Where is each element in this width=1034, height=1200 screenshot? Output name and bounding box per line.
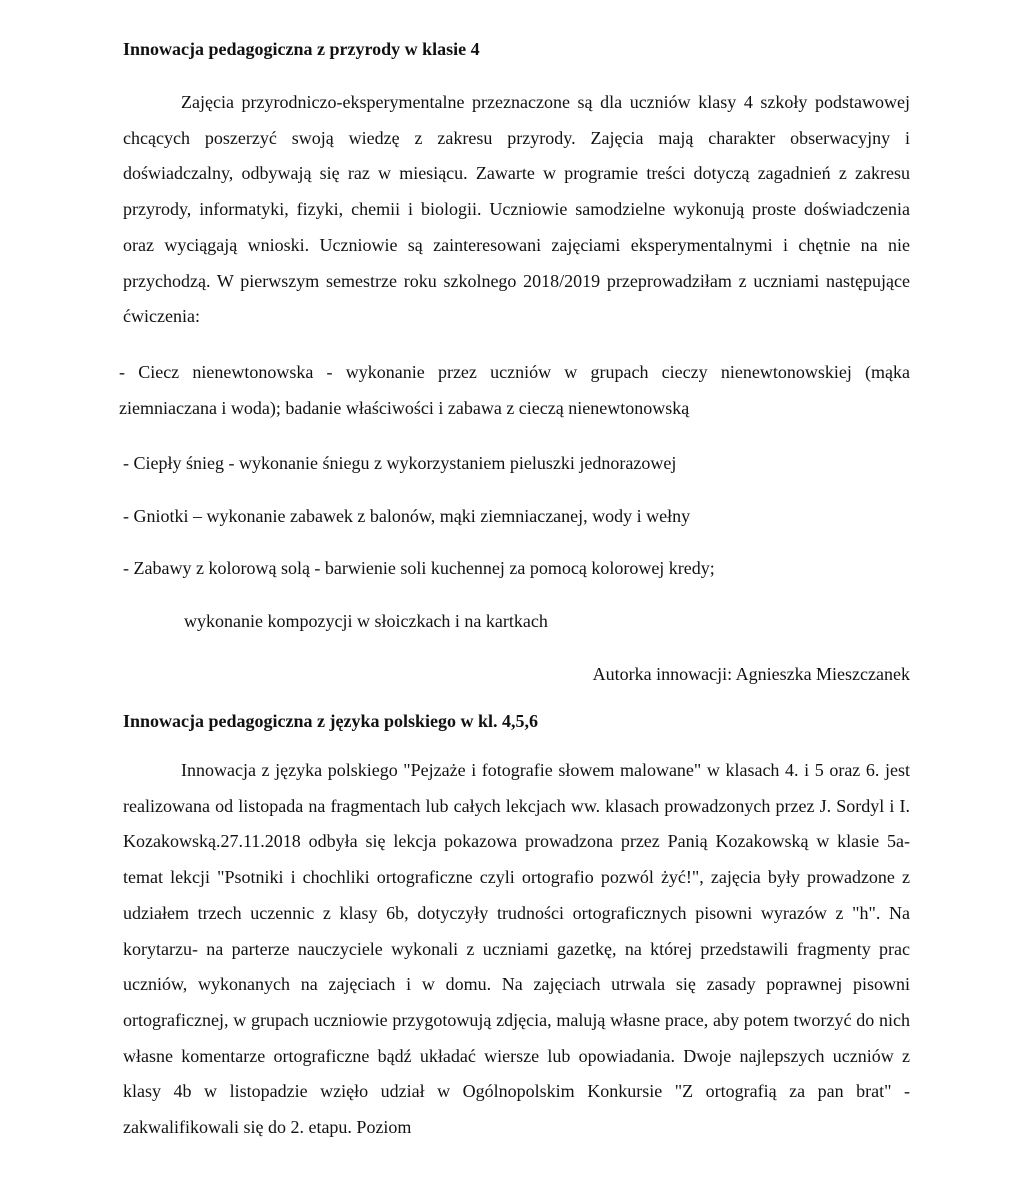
list-item-cieply-snieg: - Ciepły śnieg - wykonanie śniegu z wykorzystaniem pieluszki jednorazowej — [123, 453, 677, 473]
paragraph-przyroda-intro: Zajęcia przyrodniczo-eksperymentalne przeznaczone są dla uczniów klasy 4 szkoły podstawowej chcących poszerzyć swoją wiedzę z zakresu przyrody. Zajęcia mają charakter obserwacyjny i doświadczalny, odbywają się raz w miesiącu. Zawarte w programie treści dotyczą zagadnień z zakresu przyrody, informatyki, fizyki, chemii i biologii. Uczniowie samodzielne wykonują proste doświadczenia oraz wyciągają wnioski. Uczniowie są zainteresowani zajęciami eksperymentalnymi i chętnie na nie przychodzą. W pierwszym semestrze roku szkolnego 2018/2019 przeprowadziłam z uczniami następujące ćwiczenia: — [123, 92, 910, 327]
list-item-kolorowa-sol: - Zabawy z kolorową solą - barwienie soli kuchennej za pomocą kolorowej kredy; — [123, 558, 715, 578]
section-heading-przyroda: Innowacja pedagogiczna z przyrody w klasie 4 — [123, 39, 480, 59]
list-item-gniotki: - Gniotki – wykonanie zabawek z balonów, mąki ziemniaczanej, wody i wełny — [123, 506, 691, 526]
section-heading-polski: Innowacja pedagogiczna z języka polskiego w kl. 4,5,6 — [123, 711, 539, 731]
paragraph-polski-body: Innowacja z języka polskiego "Pejzaże i fotografie słowem malowane" w klasach 4. i 5 oraz 6. jest realizowana od listopada na fragmentach lub całych lekcjach ww. klasach prowadzonych przez J. Sordyl i I. Kozakowską.27.11.2018 odbyła się lekcja pokazowa prowadzona przez Panią Kozakowską w klasie 5a- temat lekcji "Psotniki i chochliki ortograficzne czyli ortografio pozwól żyć!", zajęcia były prowadzone z udziałem trzech uczennic z klasy 6b, dotyczyły trudności ortograficznych pisowni wyrazów z "h". Na korytarzu- na parterze nauczyciele wykonali z uczniami gazetkę, na której przedstawili fragmenty prac uczniów, wykonanych na zajęciach i w domu. Na zajęciach utrwala się zasady poprawnej pisowni ortograficznej, w grupach uczniowie przygotowują zdjęcia, malują własne prace, aby potem tworzyć do nich własne komentarze ortograficzne bądź układać wiersze lub opowiadania. Dwoje najlepszych uczniów z klasy 4b w listopadzie wzięło udział w Ogólnopolskim Konkursie "Z ortografią za pan brat" - zakwalifikowali się do 2. etapu. Poziom — [123, 760, 910, 1138]
author-signature: Autorka innowacji: Agnieszka Mieszczanek — [592, 664, 910, 684]
list-item-ciecz: - Ciecz nienewtonowska - wykonanie przez uczniów w grupach cieczy nienewtonowskiej (mąka ziemniaczana i woda); badanie właściwości i zabawa z cieczą nienewtonowską — [119, 362, 910, 418]
list-item-continuation: wykonanie kompozycji w słoiczkach i na kartkach — [184, 611, 548, 631]
